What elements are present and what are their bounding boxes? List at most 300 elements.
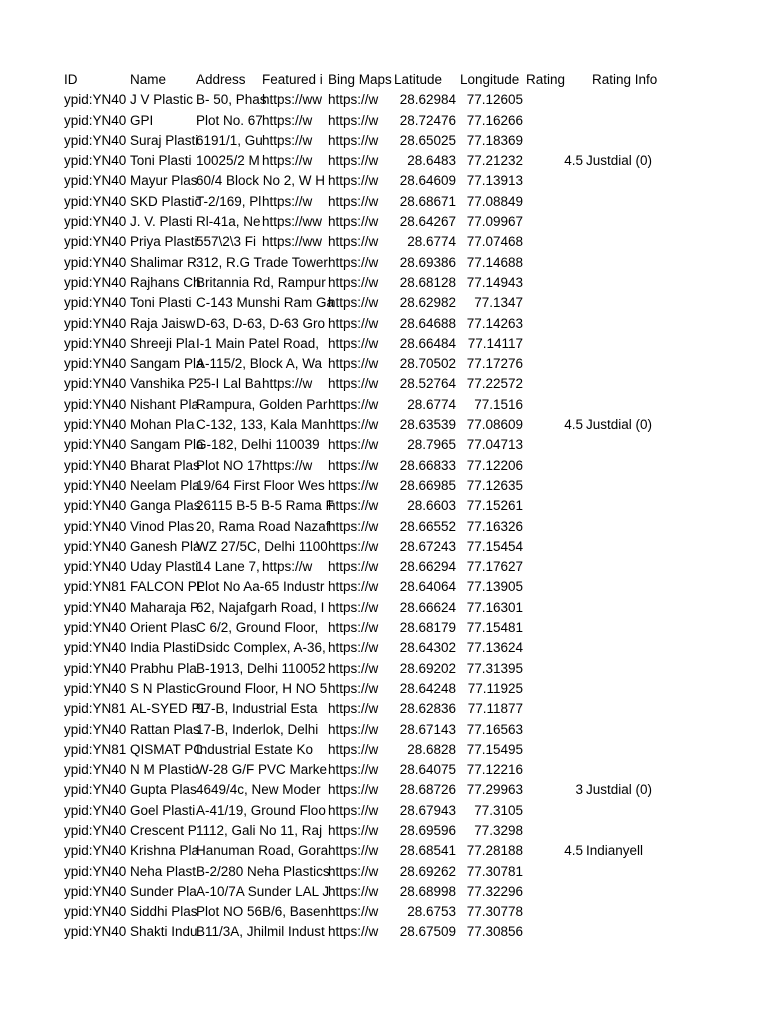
cell-rating xyxy=(526,90,583,110)
cell-bing-maps: https://w xyxy=(328,843,379,859)
cell-rating-info: Indianyell xyxy=(586,843,644,859)
table-row xyxy=(0,862,768,882)
cell-id: ypid:YN40 xyxy=(64,538,127,554)
cell-id: ypid:YN40 xyxy=(64,843,127,859)
table-row xyxy=(0,435,768,455)
cell-latitude: 28.69386 xyxy=(399,254,456,270)
cell-name: QISMAT PC xyxy=(130,741,204,757)
table-row xyxy=(0,253,768,273)
table-row xyxy=(0,598,768,618)
cell-latitude: 28.68541 xyxy=(399,843,456,859)
cell-id: ypid:YN81 xyxy=(64,701,127,717)
cell-longitude: 77.12605 xyxy=(466,92,523,108)
cell-name: AL-SYED PL xyxy=(130,701,209,717)
cell-name: Ganga Plas xyxy=(130,498,201,514)
cell-address: 25-I Lal Ba xyxy=(196,376,262,392)
cell-rating-info xyxy=(586,517,660,537)
cell-address: 62, Najafgarh Road, I xyxy=(196,599,325,615)
cell-bing-maps: https://w xyxy=(328,254,379,270)
cell-latitude: 28.62984 xyxy=(399,92,456,108)
cell-bing-maps: https://w xyxy=(328,883,379,899)
cell-featured: https://w xyxy=(262,112,313,128)
cell-bing-maps: https://w xyxy=(328,396,379,412)
cell-featured xyxy=(262,862,328,882)
table-row xyxy=(0,151,768,171)
cell-latitude: 28.63539 xyxy=(399,417,456,433)
cell-id: ypid:YN40 xyxy=(64,863,127,879)
cell-rating xyxy=(526,395,583,415)
cell-latitude: 28.68726 xyxy=(399,782,456,798)
cell-latitude: 28.6774 xyxy=(407,396,456,412)
cell-featured xyxy=(262,334,328,354)
cell-rating-info xyxy=(586,314,660,334)
table-row xyxy=(0,557,768,577)
cell-address: W-28 G/F PVC Marke xyxy=(196,762,328,778)
table-row xyxy=(0,273,768,293)
cell-bing-maps: https://w xyxy=(328,417,379,433)
cell-bing-maps: https://w xyxy=(328,721,379,737)
cell-id: ypid:YN40 xyxy=(64,295,127,311)
cell-address: Rampura, Golden Par xyxy=(196,396,328,412)
table-row xyxy=(0,537,768,557)
table-row xyxy=(0,821,768,841)
cell-longitude: 77.15454 xyxy=(466,538,523,554)
cell-latitude: 28.70502 xyxy=(399,356,456,372)
cell-latitude: 28.68179 xyxy=(399,620,456,636)
cell-rating-info: Justdial (0) xyxy=(586,417,653,433)
column-header-id: ID xyxy=(64,72,78,87)
cell-name: Mohan Pla xyxy=(130,417,195,433)
table-row xyxy=(0,395,768,415)
cell-name: Bharat Plas xyxy=(130,457,200,473)
cell-longitude: 77.18369 xyxy=(466,132,523,148)
cell-longitude: 77.16326 xyxy=(466,518,523,534)
cell-id: ypid:YN40 xyxy=(64,132,127,148)
cell-featured: https://w xyxy=(262,457,313,473)
cell-featured xyxy=(262,435,328,455)
cell-address: 4649/4c, New Moder xyxy=(196,782,321,798)
table-row xyxy=(0,456,768,476)
table-row xyxy=(0,212,768,232)
cell-rating-info xyxy=(586,496,660,516)
cell-address: A-41/19, Ground Floo xyxy=(196,802,326,818)
cell-latitude: 28.6483 xyxy=(407,153,456,169)
cell-latitude: 28.69262 xyxy=(399,863,456,879)
cell-featured xyxy=(262,273,328,293)
cell-latitude: 28.68128 xyxy=(399,274,456,290)
cell-rating xyxy=(526,720,583,740)
cell-address: D-63, D-63, D-63 Gro xyxy=(196,315,326,331)
cell-bing-maps: https://w xyxy=(328,173,379,189)
cell-latitude: 28.66624 xyxy=(399,599,456,615)
cell-id: ypid:YN40 xyxy=(64,315,127,331)
cell-featured: https://w xyxy=(262,193,313,209)
cell-featured: https://ww xyxy=(262,92,323,108)
cell-name: Priya Plasti xyxy=(130,234,198,250)
cell-id: ypid:YN40 xyxy=(64,559,127,575)
cell-id: ypid:YN40 xyxy=(64,356,127,372)
cell-address: C-143 Munshi Ram Ga xyxy=(196,295,335,311)
cell-rating-info xyxy=(586,253,660,273)
cell-address: B-1913, Delhi 110052 xyxy=(196,660,326,676)
cell-latitude: 28.52764 xyxy=(399,376,456,392)
cell-rating xyxy=(526,638,583,658)
table-row xyxy=(0,740,768,760)
cell-name: Uday Plasti xyxy=(130,559,199,575)
cell-name: S N Plastic xyxy=(130,680,197,696)
cell-longitude: 77.14263 xyxy=(466,315,523,331)
cell-name: FALCON PL xyxy=(130,579,205,595)
column-header-bing-maps: Bing Maps xyxy=(328,72,392,87)
column-header-name: Name xyxy=(130,72,167,87)
cell-name: Sangam Pla xyxy=(130,356,204,372)
cell-featured xyxy=(262,293,328,313)
cell-address: Plot No Aa-65 Industr xyxy=(196,579,325,595)
cell-featured xyxy=(262,659,328,679)
cell-id: ypid:YN40 xyxy=(64,498,127,514)
cell-rating-info xyxy=(586,638,660,658)
cell-rating xyxy=(526,435,583,455)
cell-bing-maps: https://w xyxy=(328,295,379,311)
table-row xyxy=(0,679,768,699)
cell-address: C-132, 133, Kala Man xyxy=(196,417,328,433)
cell-latitude: 28.72476 xyxy=(399,112,456,128)
cell-featured xyxy=(262,801,328,821)
cell-rating-info xyxy=(586,801,660,821)
cell-featured xyxy=(262,395,328,415)
cell-rating xyxy=(526,253,583,273)
cell-featured xyxy=(262,841,328,861)
cell-id: ypid:YN81 xyxy=(64,579,127,595)
cell-id: ypid:YN40 xyxy=(64,721,127,737)
cell-latitude: 28.68671 xyxy=(399,193,456,209)
cell-latitude: 28.64248 xyxy=(399,680,456,696)
cell-name: Crescent P xyxy=(130,822,197,838)
cell-address: WZ 27/5C, Delhi 1100 xyxy=(196,538,328,554)
cell-latitude: 28.67943 xyxy=(399,802,456,818)
table-row xyxy=(0,314,768,334)
cell-id: ypid:YN40 xyxy=(64,477,127,493)
cell-latitude: 28.69202 xyxy=(399,660,456,676)
cell-latitude: 28.64267 xyxy=(399,214,456,230)
cell-longitude: 77.12216 xyxy=(466,762,523,778)
cell-id: ypid:YN40 xyxy=(64,822,127,838)
cell-rating xyxy=(526,679,583,699)
cell-rating-info xyxy=(586,720,660,740)
cell-address: 10025/2 M xyxy=(196,153,260,169)
table-row xyxy=(0,517,768,537)
cell-rating-info xyxy=(586,171,660,191)
column-header-latitude: Latitude xyxy=(394,72,443,87)
cell-address: 14 Lane 7, xyxy=(196,559,260,575)
cell-longitude: 77.13905 xyxy=(466,579,523,595)
cell-longitude: 77.16563 xyxy=(466,721,523,737)
cell-longitude: 77.22572 xyxy=(466,376,523,392)
cell-latitude: 28.62836 xyxy=(399,701,456,717)
cell-longitude: 77.17276 xyxy=(466,356,523,372)
cell-latitude: 28.64688 xyxy=(399,315,456,331)
cell-bing-maps: https://w xyxy=(328,863,379,879)
cell-latitude: 28.67143 xyxy=(399,721,456,737)
cell-latitude: 28.65025 xyxy=(399,132,456,148)
cell-bing-maps: https://w xyxy=(328,92,379,108)
table-row xyxy=(0,374,768,394)
cell-rating-info xyxy=(586,598,660,618)
cell-bing-maps: https://w xyxy=(328,579,379,595)
cell-name: SKD Plastic xyxy=(130,193,202,209)
cell-rating-info: Justdial (0) xyxy=(586,782,653,798)
header-row xyxy=(0,70,768,90)
table-row xyxy=(0,638,768,658)
cell-rating-info xyxy=(586,476,660,496)
cell-featured xyxy=(262,638,328,658)
cell-bing-maps: https://w xyxy=(328,274,379,290)
cell-id: ypid:YN40 xyxy=(64,457,127,473)
cell-rating-info xyxy=(586,862,660,882)
cell-rating-info xyxy=(586,821,660,841)
cell-latitude: 28.64075 xyxy=(399,762,456,778)
cell-name: Raja Jaisw xyxy=(130,315,196,331)
cell-longitude: 77.04713 xyxy=(466,437,523,453)
cell-rating xyxy=(526,293,583,313)
cell-longitude: 77.30856 xyxy=(466,924,523,940)
cell-bing-maps: https://w xyxy=(328,660,379,676)
cell-id: ypid:YN40 xyxy=(64,883,127,899)
cell-rating-info xyxy=(586,557,660,577)
cell-rating xyxy=(526,354,583,374)
table-row xyxy=(0,293,768,313)
cell-bing-maps: https://w xyxy=(328,356,379,372)
cell-featured: https://w xyxy=(262,559,313,575)
cell-rating-info xyxy=(586,395,660,415)
cell-longitude: 77.14943 xyxy=(466,274,523,290)
cell-address: 19/64 First Floor Wes xyxy=(196,477,325,493)
cell-longitude: 77.14117 xyxy=(467,335,523,351)
cell-rating-info xyxy=(586,192,660,212)
cell-name: Goel Plasti xyxy=(130,802,196,818)
cell-name: Neelam Pla xyxy=(130,477,200,493)
cell-id: ypid:YN40 xyxy=(64,173,127,189)
table-row xyxy=(0,902,768,922)
cell-rating xyxy=(526,659,583,679)
cell-bing-maps: https://w xyxy=(328,234,379,250)
cell-address: Plot NO 56B/6, Basen xyxy=(196,904,329,920)
table-row xyxy=(0,577,768,597)
cell-address: Ground Floor, H NO 5 xyxy=(196,680,328,696)
cell-address: 26115 B-5 B-5 Rama F xyxy=(196,498,334,514)
cell-latitude: 28.6753 xyxy=(407,904,456,920)
cell-featured xyxy=(262,476,328,496)
cell-rating xyxy=(526,496,583,516)
table-row xyxy=(0,192,768,212)
cell-longitude: 77.15261 xyxy=(466,498,523,514)
cell-featured xyxy=(262,922,328,942)
cell-featured xyxy=(262,354,328,374)
cell-featured xyxy=(262,679,328,699)
cell-id: ypid:YN40 xyxy=(64,640,127,656)
cell-bing-maps: https://w xyxy=(328,457,379,473)
cell-latitude: 28.66484 xyxy=(399,335,456,351)
cell-name: Sangam Pla xyxy=(130,437,204,453)
cell-address: Dsidc Complex, A-36, xyxy=(196,640,326,656)
cell-address: Britannia Rd, Rampur xyxy=(196,274,326,290)
cell-latitude: 28.67243 xyxy=(399,538,456,554)
cell-rating xyxy=(526,740,583,760)
cell-rating xyxy=(526,456,583,476)
cell-name: Mayur Plas xyxy=(130,173,198,189)
cell-rating xyxy=(526,699,583,719)
cell-name: Vinod Plas xyxy=(130,518,195,534)
cell-rating xyxy=(526,374,583,394)
cell-longitude: 77.31395 xyxy=(466,660,523,676)
cell-name: Orient Plas xyxy=(130,620,197,636)
cell-longitude: 77.21232 xyxy=(466,153,523,169)
cell-longitude: 77.13913 xyxy=(466,173,523,189)
cell-rating xyxy=(526,902,583,922)
cell-id: ypid:YN40 xyxy=(64,599,127,615)
cell-name: Siddhi Plas xyxy=(130,904,198,920)
cell-longitude: 77.1516 xyxy=(474,396,523,412)
cell-featured xyxy=(262,517,328,537)
cell-longitude: 77.07468 xyxy=(466,234,523,250)
cell-id: ypid:YN40 xyxy=(64,620,127,636)
cell-id: ypid:YN40 xyxy=(64,924,127,940)
cell-id: ypid:YN40 xyxy=(64,92,127,108)
cell-rating: 4.5 xyxy=(564,153,583,169)
cell-latitude: 28.62982 xyxy=(399,295,456,311)
cell-name: India Plasti xyxy=(130,640,197,656)
table-row xyxy=(0,111,768,131)
table-row xyxy=(0,780,768,800)
cell-featured xyxy=(262,780,328,800)
cell-latitude: 28.6828 xyxy=(407,741,456,757)
cell-featured xyxy=(262,537,328,557)
cell-bing-maps: https://w xyxy=(328,640,379,656)
cell-latitude: 28.66552 xyxy=(399,518,456,534)
cell-address: B11/3A, Jhilmil Indust xyxy=(196,924,325,940)
cell-longitude: 77.13624 xyxy=(466,640,523,656)
cell-rating xyxy=(526,111,583,131)
cell-id: ypid:YN40 xyxy=(64,335,127,351)
cell-longitude: 77.32296 xyxy=(466,883,523,899)
cell-longitude: 77.11877 xyxy=(467,701,523,717)
cell-rating: 4.5 xyxy=(564,417,583,433)
cell-rating xyxy=(526,618,583,638)
cell-bing-maps: https://w xyxy=(328,518,379,534)
cell-rating xyxy=(526,334,583,354)
cell-latitude: 28.64064 xyxy=(399,579,456,595)
cell-address: 17-B, Inderlok, Delhi xyxy=(196,721,319,737)
table-row xyxy=(0,90,768,110)
cell-rating-info xyxy=(586,659,660,679)
cell-rating: 3 xyxy=(575,782,583,798)
cell-id: ypid:YN40 xyxy=(64,112,127,128)
cell-id: ypid:YN81 xyxy=(64,741,127,757)
cell-id: ypid:YN40 xyxy=(64,396,127,412)
cell-rating-info: Justdial (0) xyxy=(586,153,653,169)
cell-longitude: 77.14688 xyxy=(466,254,523,270)
cell-longitude: 77.12206 xyxy=(466,457,523,473)
cell-name: Toni Plasti xyxy=(130,295,192,311)
cell-featured: https://w xyxy=(262,132,313,148)
cell-rating-info xyxy=(586,435,660,455)
cell-rating-info xyxy=(586,456,660,476)
cell-bing-maps: https://w xyxy=(328,315,379,331)
cell-rating-info xyxy=(586,577,660,597)
cell-longitude: 77.30778 xyxy=(466,904,523,920)
cell-rating-info xyxy=(586,90,660,110)
cell-id: ypid:YN40 xyxy=(64,274,127,290)
cell-name: Rajhans Ch xyxy=(130,274,201,290)
cell-address: 557\2\3 Fi xyxy=(196,234,257,250)
cell-bing-maps: https://w xyxy=(328,437,379,453)
table-row xyxy=(0,720,768,740)
cell-bing-maps: https://w xyxy=(328,822,379,838)
cell-latitude: 28.66294 xyxy=(399,559,456,575)
cell-name: J V Plastic xyxy=(130,92,194,108)
cell-longitude: 77.16301 xyxy=(466,599,523,615)
cell-rating xyxy=(526,801,583,821)
cell-rating xyxy=(526,760,583,780)
cell-featured xyxy=(262,598,328,618)
cell-longitude: 77.28188 xyxy=(466,843,523,859)
cell-rating xyxy=(526,476,583,496)
cell-bing-maps: https://w xyxy=(328,498,379,514)
cell-latitude: 28.67509 xyxy=(399,924,456,940)
cell-rating xyxy=(526,131,583,151)
table-row xyxy=(0,171,768,191)
cell-address: Plot No. 67 xyxy=(196,112,263,128)
cell-longitude: 77.09967 xyxy=(466,214,523,230)
cell-rating xyxy=(526,882,583,902)
cell-longitude: 77.16266 xyxy=(466,112,523,128)
cell-bing-maps: https://w xyxy=(328,132,379,148)
cell-featured xyxy=(262,171,328,191)
cell-id: ypid:YN40 xyxy=(64,376,127,392)
cell-rating-info xyxy=(586,111,660,131)
cell-latitude: 28.66985 xyxy=(399,477,456,493)
cell-longitude: 77.08849 xyxy=(466,193,523,209)
cell-address: A-10/7A Sunder LAL J xyxy=(196,883,330,899)
cell-longitude: 77.11925 xyxy=(467,680,523,696)
cell-id: ypid:YN40 xyxy=(64,660,127,676)
cell-longitude: 77.30781 xyxy=(466,863,523,879)
cell-rating-info xyxy=(586,354,660,374)
cell-id: ypid:YN40 xyxy=(64,782,127,798)
cell-rating xyxy=(526,232,583,252)
table-row xyxy=(0,354,768,374)
cell-rating-info xyxy=(586,212,660,232)
cell-latitude: 28.6774 xyxy=(407,234,456,250)
cell-rating-info xyxy=(586,882,660,902)
cell-featured: https://w xyxy=(262,153,313,169)
cell-address: 20, Rama Road Nazaf xyxy=(196,518,330,534)
cell-address: Industrial Estate Ko xyxy=(196,741,314,757)
cell-bing-maps: https://w xyxy=(328,335,379,351)
cell-featured xyxy=(262,253,328,273)
cell-rating xyxy=(526,192,583,212)
cell-address: 6191/1, Gu xyxy=(196,132,263,148)
cell-featured xyxy=(262,902,328,922)
cell-bing-maps: https://w xyxy=(328,559,379,575)
cell-address: C 6/2, Ground Floor, xyxy=(196,620,319,636)
cell-rating-info xyxy=(586,618,660,638)
cell-bing-maps: https://w xyxy=(328,904,379,920)
cell-longitude: 77.15495 xyxy=(466,741,523,757)
cell-latitude: 28.68998 xyxy=(399,883,456,899)
cell-name: Shalimar R xyxy=(130,254,197,270)
table-row xyxy=(0,659,768,679)
